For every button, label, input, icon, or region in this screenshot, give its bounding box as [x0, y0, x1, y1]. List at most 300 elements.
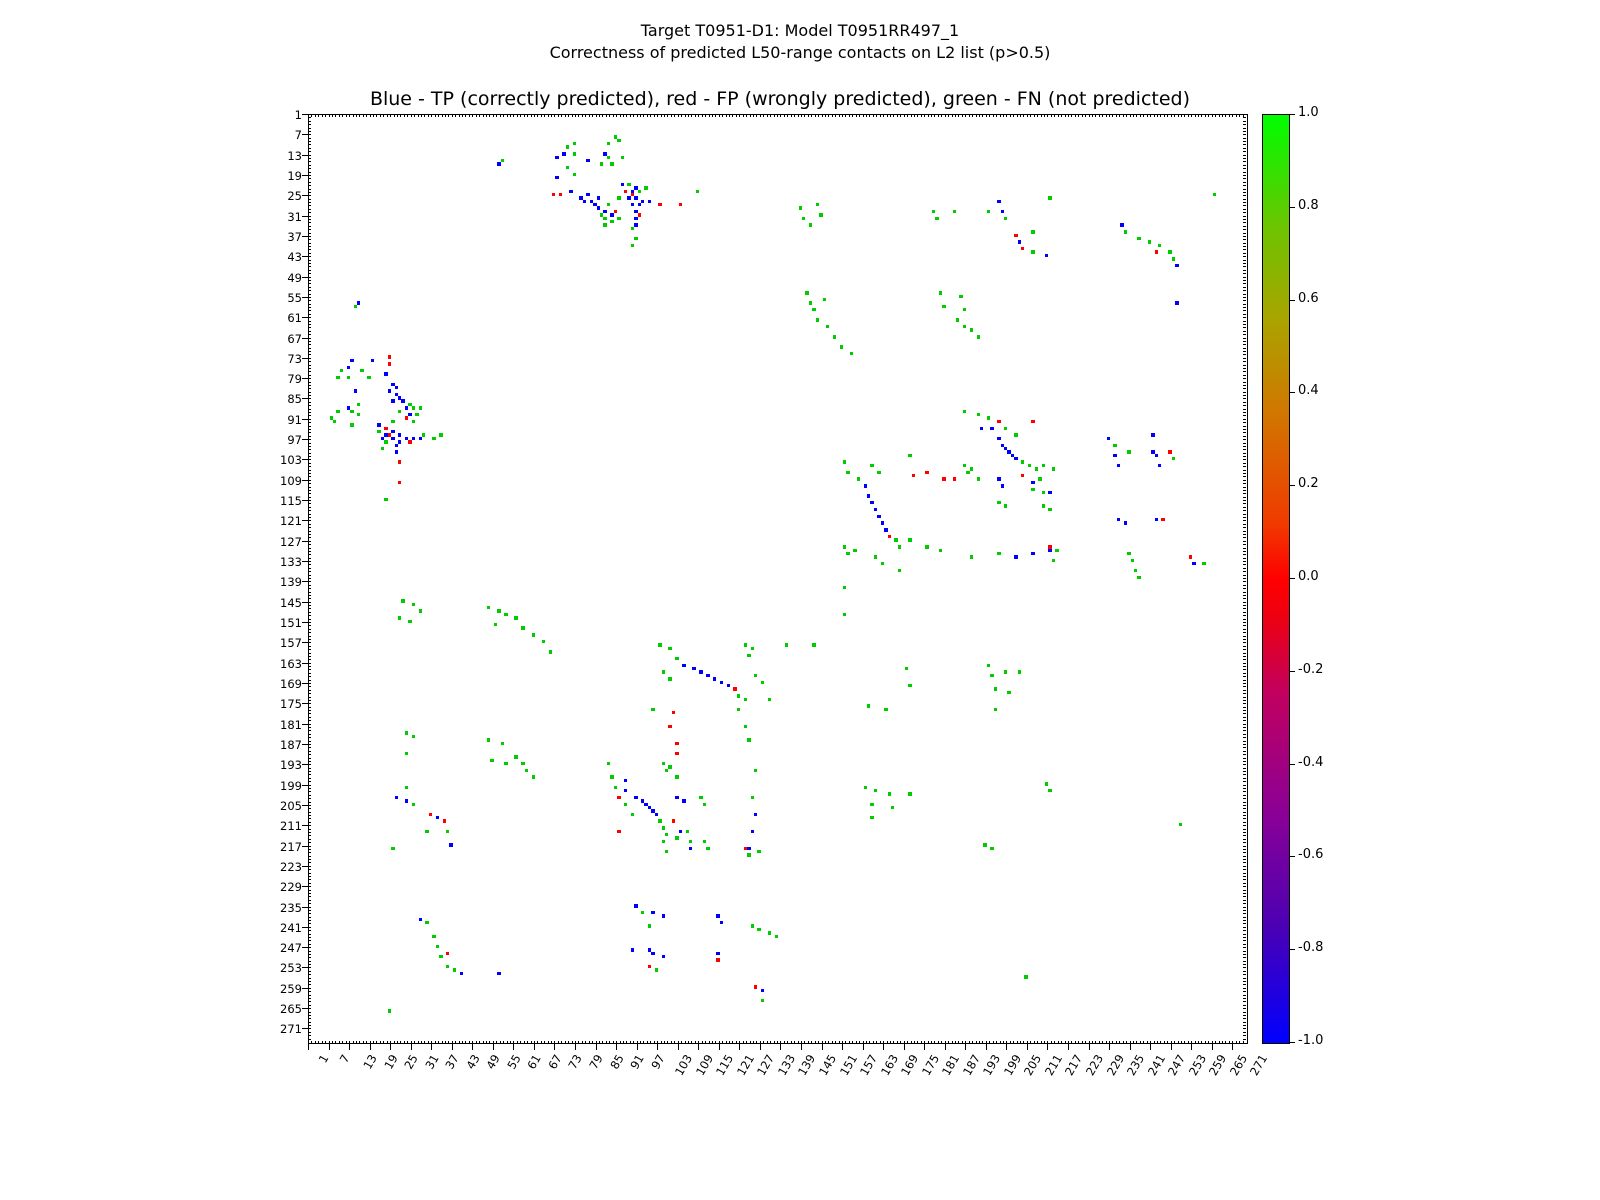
- contact-cell: [487, 606, 490, 609]
- minor-tick: [1154, 114, 1155, 117]
- minor-tick: [1243, 666, 1246, 667]
- minor-tick: [424, 114, 425, 117]
- y-tick-label: 103: [280, 453, 302, 468]
- contact-cell: [648, 965, 651, 968]
- minor-tick: [308, 920, 311, 921]
- minor-tick: [1222, 1041, 1223, 1044]
- minor-tick: [1243, 324, 1246, 325]
- minor-tick: [729, 114, 730, 117]
- minor-tick: [647, 114, 648, 117]
- minor-tick: [1102, 1041, 1103, 1044]
- minor-tick: [962, 114, 963, 117]
- minor-tick: [1243, 436, 1246, 437]
- minor-tick: [828, 114, 829, 117]
- minor-tick: [308, 459, 311, 460]
- minor-tick: [346, 114, 347, 117]
- contact-cell: [1048, 789, 1051, 792]
- colorbar-tick-label: -1.0: [1298, 1033, 1324, 1048]
- minor-tick: [308, 646, 311, 647]
- minor-tick: [1243, 388, 1246, 389]
- minor-tick: [1243, 815, 1246, 816]
- minor-tick: [1243, 510, 1246, 511]
- minor-tick: [308, 192, 311, 193]
- contact-cell: [641, 911, 644, 914]
- minor-tick: [308, 683, 311, 684]
- minor-tick: [822, 114, 823, 117]
- contact-cell: [1168, 450, 1171, 453]
- contact-cell: [1048, 196, 1051, 199]
- contact-cell: [494, 623, 497, 626]
- x-tick-mark: [986, 1044, 987, 1050]
- minor-tick: [976, 114, 977, 117]
- contact-cell: [340, 369, 343, 372]
- minor-tick: [1130, 114, 1131, 117]
- minor-tick: [965, 1041, 966, 1044]
- minor-tick: [308, 957, 311, 958]
- y-tick-label: 163: [280, 656, 302, 671]
- minor-tick: [1243, 290, 1246, 291]
- minor-tick: [376, 114, 377, 117]
- minor-tick: [1243, 578, 1246, 579]
- minor-tick: [1243, 991, 1246, 992]
- x-tick-mark: [411, 1044, 412, 1050]
- minor-tick: [308, 503, 311, 504]
- minor-tick: [1243, 1022, 1246, 1023]
- minor-tick: [1243, 432, 1246, 433]
- contact-cell: [703, 840, 706, 843]
- minor-tick: [1037, 1041, 1038, 1044]
- minor-tick: [955, 1041, 956, 1044]
- contact-cell: [675, 775, 678, 778]
- minor-tick: [842, 114, 843, 117]
- suptitle-line-1: Target T0951-D1: Model T0951RR497_1: [640, 21, 960, 40]
- minor-tick: [1150, 1041, 1151, 1044]
- contact-cell: [953, 477, 956, 480]
- x-tick-mark: [739, 1044, 740, 1050]
- contact-cell: [747, 847, 750, 850]
- minor-tick: [541, 114, 542, 117]
- minor-tick: [407, 1041, 408, 1044]
- contact-cell: [398, 410, 401, 413]
- x-tick-mark: [431, 1044, 432, 1050]
- minor-tick: [1243, 375, 1246, 376]
- minor-tick: [308, 697, 311, 698]
- minor-tick: [811, 1041, 812, 1044]
- minor-tick: [308, 185, 311, 186]
- minor-tick: [1243, 920, 1246, 921]
- minor-tick: [852, 114, 853, 117]
- contact-cell: [812, 308, 815, 311]
- contact-cell: [347, 366, 350, 369]
- contact-cell: [997, 437, 1000, 440]
- y-tick-label: 61: [287, 311, 302, 326]
- minor-tick: [308, 713, 311, 714]
- minor-tick: [394, 114, 395, 117]
- minor-tick: [308, 778, 311, 779]
- minor-tick: [1243, 307, 1246, 308]
- minor-tick: [1243, 625, 1246, 626]
- minor-tick: [407, 114, 408, 117]
- minor-tick: [308, 297, 311, 298]
- minor-tick: [986, 114, 987, 117]
- minor-tick: [578, 1041, 579, 1044]
- minor-tick: [308, 669, 311, 670]
- contact-cell: [846, 552, 849, 555]
- minor-tick: [1068, 1041, 1069, 1044]
- minor-tick: [308, 940, 311, 941]
- x-tick-mark: [637, 1044, 638, 1050]
- contact-cell: [395, 796, 398, 799]
- minor-tick: [897, 114, 898, 117]
- minor-tick: [1243, 439, 1246, 440]
- contact-cell: [354, 305, 357, 308]
- minor-tick: [1243, 419, 1246, 420]
- minor-tick: [1243, 294, 1246, 295]
- minor-tick: [1243, 785, 1246, 786]
- contact-cell: [1179, 823, 1182, 826]
- minor-tick: [376, 1041, 377, 1044]
- minor-tick: [1243, 327, 1246, 328]
- minor-tick: [1243, 273, 1246, 274]
- minor-tick: [705, 1041, 706, 1044]
- minor-tick: [1243, 476, 1246, 477]
- minor-tick: [353, 114, 354, 117]
- minor-tick: [863, 1041, 864, 1044]
- minor-tick: [1243, 493, 1246, 494]
- contact-cell: [1192, 562, 1195, 565]
- minor-tick: [643, 114, 644, 117]
- minor-tick: [308, 893, 311, 894]
- contact-cell: [864, 484, 867, 487]
- x-tick-label: 97: [647, 1052, 668, 1072]
- minor-tick: [308, 277, 311, 278]
- x-tick-mark: [1232, 1044, 1233, 1050]
- minor-tick: [565, 114, 566, 117]
- contact-cell: [405, 786, 408, 789]
- contact-cell: [504, 613, 507, 616]
- minor-tick: [756, 114, 757, 117]
- minor-tick: [1243, 266, 1246, 267]
- x-tick-label: 25: [401, 1052, 421, 1072]
- minor-tick: [1119, 1041, 1120, 1044]
- x-tick-label: 19: [380, 1052, 401, 1072]
- x-tick-label: 193: [980, 1052, 1004, 1079]
- minor-tick: [917, 1041, 918, 1044]
- minor-tick: [791, 114, 792, 117]
- x-tick-label: 13: [360, 1052, 380, 1072]
- minor-tick: [1034, 114, 1035, 117]
- contact-cell: [651, 911, 654, 914]
- minor-tick: [308, 287, 311, 288]
- minor-tick: [1243, 365, 1246, 366]
- minor-tick: [308, 317, 311, 318]
- minor-tick: [678, 114, 679, 117]
- contact-cell: [1175, 264, 1178, 267]
- minor-tick: [599, 1041, 600, 1044]
- minor-tick: [1225, 114, 1226, 117]
- x-tick-label: 133: [774, 1052, 798, 1079]
- minor-tick: [308, 290, 311, 291]
- minor-tick: [359, 114, 360, 117]
- minor-tick: [770, 1041, 771, 1044]
- contact-cell: [627, 183, 630, 186]
- contact-cell: [525, 769, 528, 772]
- x-tick-mark: [1130, 1044, 1131, 1050]
- x-tick-label: 157: [857, 1052, 881, 1079]
- minor-tick: [486, 114, 487, 117]
- minor-tick: [308, 852, 311, 853]
- contact-cell: [1158, 464, 1161, 467]
- minor-tick: [308, 984, 311, 985]
- contact-cell: [357, 301, 360, 304]
- contact-cell: [354, 389, 357, 392]
- contact-cell: [980, 427, 983, 430]
- minor-tick: [1243, 615, 1246, 616]
- contact-cell: [877, 515, 880, 518]
- minor-tick: [308, 205, 311, 206]
- minor-tick: [815, 1041, 816, 1044]
- minor-tick: [1243, 751, 1246, 752]
- contact-cell: [542, 640, 545, 643]
- x-tick-mark: [883, 1044, 884, 1050]
- minor-tick: [572, 114, 573, 117]
- minor-tick: [989, 114, 990, 117]
- minor-tick: [640, 1041, 641, 1044]
- contact-cell: [597, 196, 600, 199]
- minor-tick: [1243, 940, 1246, 941]
- minor-tick: [719, 1041, 720, 1044]
- contact-cell: [1031, 420, 1034, 423]
- x-tick-mark: [698, 1044, 699, 1050]
- minor-tick: [1013, 1041, 1014, 1044]
- contact-cell: [388, 355, 391, 358]
- minor-tick: [1243, 1018, 1246, 1019]
- minor-tick: [1041, 114, 1042, 117]
- minor-tick: [445, 114, 446, 117]
- minor-tick: [1243, 554, 1246, 555]
- contact-cell: [1055, 549, 1058, 552]
- minor-tick: [798, 1041, 799, 1044]
- y-tick-label: 7: [294, 128, 302, 143]
- minor-tick: [787, 114, 788, 117]
- minor-tick: [308, 358, 311, 359]
- x-tick-mark: [924, 1044, 925, 1050]
- minor-tick: [452, 1041, 453, 1044]
- minor-tick: [1243, 371, 1246, 372]
- contact-cell: [634, 223, 637, 226]
- minor-tick: [308, 202, 311, 203]
- minor-tick: [1243, 480, 1246, 481]
- minor-tick: [623, 114, 624, 117]
- contact-cell: [970, 328, 973, 331]
- x-tick-mark: [513, 1044, 514, 1050]
- minor-tick: [972, 114, 973, 117]
- x-tick-label: 103: [672, 1052, 696, 1079]
- minor-tick: [308, 378, 311, 379]
- minor-tick: [1243, 588, 1246, 589]
- minor-tick: [780, 114, 781, 117]
- minor-tick: [770, 114, 771, 117]
- contact-cell: [501, 742, 504, 745]
- contact-cell: [381, 447, 384, 450]
- minor-tick: [982, 114, 983, 117]
- minor-tick: [308, 703, 311, 704]
- minor-tick: [1222, 114, 1223, 117]
- minor-tick: [1243, 707, 1246, 708]
- minor-tick: [308, 243, 311, 244]
- minor-tick: [308, 260, 311, 261]
- minor-tick: [1243, 409, 1246, 410]
- colorbar-tick-mark: [1290, 949, 1295, 950]
- x-tick-mark: [1027, 1044, 1028, 1050]
- minor-tick: [965, 114, 966, 117]
- x-tick-label: 115: [713, 1052, 737, 1079]
- minor-tick: [308, 934, 311, 935]
- minor-tick: [308, 937, 311, 938]
- minor-tick: [308, 239, 311, 240]
- minor-tick: [1243, 446, 1246, 447]
- minor-tick: [308, 514, 311, 515]
- contact-map-plot[interactable]: [308, 114, 1248, 1044]
- minor-tick: [726, 114, 727, 117]
- minor-tick: [486, 1041, 487, 1044]
- minor-tick: [1085, 114, 1086, 117]
- minor-tick: [1243, 673, 1246, 674]
- minor-tick: [1243, 717, 1246, 718]
- minor-tick: [418, 114, 419, 117]
- minor-tick: [308, 476, 311, 477]
- contact-cell: [391, 399, 394, 402]
- contact-map-cells: [309, 115, 1247, 1043]
- contact-cell: [446, 952, 449, 955]
- contact-cell: [761, 989, 764, 992]
- contact-cell: [573, 142, 576, 145]
- minor-tick: [1243, 514, 1246, 515]
- minor-tick: [308, 385, 311, 386]
- minor-tick: [308, 642, 311, 643]
- x-tick-label: 55: [504, 1052, 524, 1072]
- minor-tick: [339, 114, 340, 117]
- y-tick-label: 1: [294, 108, 302, 122]
- minor-tick: [1243, 774, 1246, 775]
- minor-tick: [1243, 622, 1246, 623]
- contact-cell: [638, 213, 641, 216]
- contact-cell: [347, 376, 350, 379]
- contact-cell: [1189, 555, 1192, 558]
- minor-tick: [534, 1041, 535, 1044]
- contact-cell: [388, 389, 391, 392]
- minor-tick: [1243, 951, 1246, 952]
- contact-cell: [987, 210, 990, 213]
- contact-cell: [621, 156, 624, 159]
- minor-tick: [531, 1041, 532, 1044]
- minor-tick: [996, 1041, 997, 1044]
- contact-cell: [501, 159, 504, 162]
- minor-tick: [907, 114, 908, 117]
- minor-tick: [459, 1041, 460, 1044]
- contact-cell: [747, 654, 750, 657]
- x-tick-label: 73: [565, 1052, 586, 1072]
- contact-cell: [840, 345, 843, 348]
- minor-tick: [938, 1041, 939, 1044]
- minor-tick: [1243, 818, 1246, 819]
- contact-cell: [532, 775, 535, 778]
- minor-tick: [1243, 957, 1246, 958]
- minor-tick: [308, 1022, 311, 1023]
- minor-tick: [1243, 134, 1246, 135]
- minor-tick: [308, 676, 311, 677]
- minor-tick: [1243, 1008, 1246, 1009]
- minor-tick: [1068, 114, 1069, 117]
- minor-tick: [1243, 710, 1246, 711]
- minor-tick: [887, 1041, 888, 1044]
- minor-tick: [1243, 595, 1246, 596]
- minor-tick: [308, 571, 311, 572]
- minor-tick: [1243, 984, 1246, 985]
- minor-tick: [801, 1041, 802, 1044]
- contact-cell: [692, 667, 695, 670]
- x-tick-label: 109: [692, 1052, 716, 1079]
- contact-cell: [408, 440, 411, 443]
- minor-tick: [1243, 534, 1246, 535]
- minor-tick: [308, 754, 311, 755]
- minor-tick: [1037, 114, 1038, 117]
- minor-tick: [311, 114, 312, 117]
- minor-tick: [1243, 592, 1246, 593]
- minor-tick: [308, 422, 311, 423]
- minor-tick: [883, 1041, 884, 1044]
- contact-cell: [1213, 193, 1216, 196]
- minor-tick: [928, 1041, 929, 1044]
- minor-tick: [308, 554, 311, 555]
- minor-tick: [517, 114, 518, 117]
- minor-tick: [308, 998, 311, 999]
- minor-tick: [869, 114, 870, 117]
- minor-tick: [1243, 165, 1246, 166]
- minor-tick: [551, 1041, 552, 1044]
- minor-tick: [1243, 1035, 1246, 1036]
- x-tick-mark: [329, 1044, 330, 1050]
- minor-tick: [979, 1041, 980, 1044]
- minor-tick: [1243, 1015, 1246, 1016]
- minor-tick: [1243, 121, 1246, 122]
- minor-tick: [859, 1041, 860, 1044]
- minor-tick: [1243, 581, 1246, 582]
- minor-tick: [308, 673, 311, 674]
- contact-cell: [812, 643, 815, 646]
- colorbar[interactable]: [1262, 114, 1290, 1044]
- minor-tick: [866, 1041, 867, 1044]
- contact-cell: [648, 924, 651, 927]
- minor-tick: [921, 114, 922, 117]
- minor-tick: [572, 1041, 573, 1044]
- minor-tick: [483, 1041, 484, 1044]
- minor-tick: [308, 890, 311, 891]
- contact-cell: [555, 176, 558, 179]
- minor-tick: [503, 1041, 504, 1044]
- minor-tick: [1243, 175, 1246, 176]
- minor-tick: [308, 663, 311, 664]
- minor-tick: [1243, 341, 1246, 342]
- minor-tick: [1243, 558, 1246, 559]
- minor-tick: [370, 114, 371, 117]
- minor-tick: [691, 114, 692, 117]
- contact-cell: [1042, 464, 1045, 467]
- minor-tick: [308, 453, 311, 454]
- contact-cell: [935, 217, 938, 220]
- minor-tick: [308, 1025, 311, 1026]
- contact-cell: [737, 708, 740, 711]
